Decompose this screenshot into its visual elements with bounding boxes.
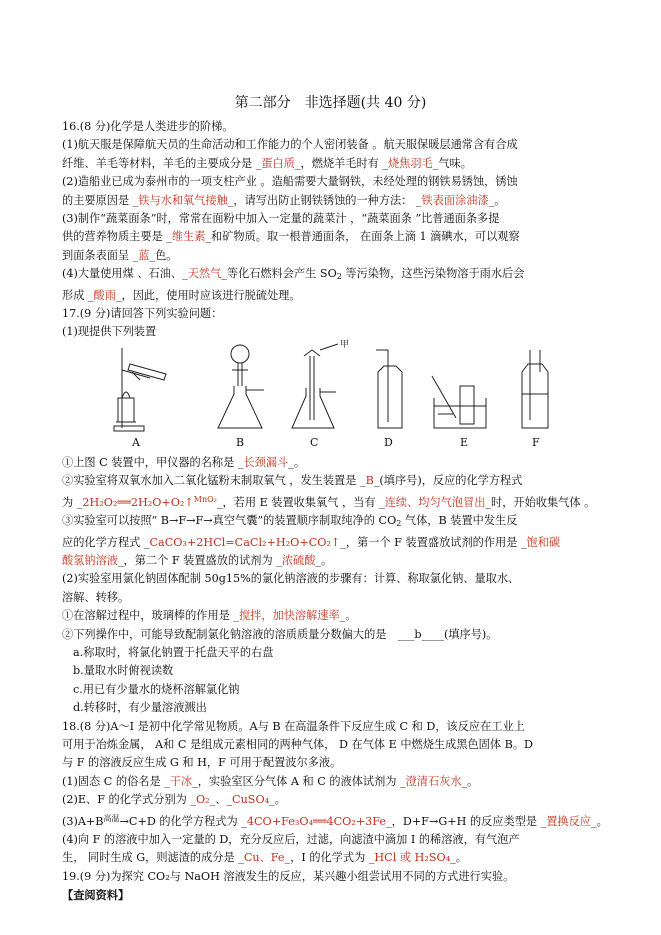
apparatus-f: [514, 342, 554, 434]
label-c: C: [310, 435, 319, 449]
label-f: F: [532, 435, 540, 449]
catalyst-label: MnO₂: [193, 494, 217, 504]
answer: 4CO+Fe₃O₄══4CO₂+3Fe: [246, 814, 387, 828]
answer: 饱和碳: [526, 535, 561, 549]
q17-p2-line1: ②实验室将双氧水加入二氧化锰粉末制取氧气 ，发生装置是 _B_(填序号)，反应的化学方程式: [62, 474, 523, 488]
answer: 长颈漏斗: [243, 455, 289, 469]
answer: 蓝: [138, 248, 150, 262]
answer: B: [365, 474, 374, 488]
q16-p2-line2: 的主要原因是 _铁与水和氧气接触_，请写出防止钢铁锈蚀的一种方法： _铁表面涂油漆_。: [62, 193, 506, 207]
answer: 置换反应: [546, 814, 591, 828]
page-title: 第二部分 非选择题(共 40 分): [234, 95, 427, 111]
label-d: D: [384, 435, 393, 449]
q18-p4-line1: (4)向 F 的溶液中加入一定量的 D，充分反应后，过滤，向滤渣中滴加 I 的稀溶液，有气泡产: [62, 833, 520, 846]
apparatus-e: [430, 342, 490, 434]
answer: 酸雨: [93, 288, 116, 302]
answer: 铁与水和氧气接触: [138, 193, 228, 207]
answer: 连续、均匀气泡冒出: [384, 495, 486, 509]
answer: 酸氢钠溶液: [62, 553, 118, 567]
q18-stem-line1: 18.(8 分)A～I 是初中化学常见物质。A与 B 在高温条件下反应生成 C 和 D，该反应在工业上: [62, 719, 525, 733]
q17-stem: 17.(9 分)请回答下列实验问题：: [62, 307, 223, 321]
q19-section-heading: 【查阅资料】: [62, 888, 130, 903]
apparatus-d-drawing: [368, 342, 408, 434]
option-c: c.用已有少量水的烧杯溶解氯化钠: [73, 682, 240, 696]
answer: 蛋白质: [261, 156, 295, 170]
q16-p1-line2: 纤维、羊毛等材料，羊毛的主要成分是 _蛋白质_，燃烧羊毛时有 _烧焦羽毛_气味。: [62, 156, 472, 170]
answer: 铁表面涂油漆: [421, 193, 489, 207]
option-a: a.称取时，将氯化钠置于托盘天平的右盘: [73, 645, 274, 659]
q18-p2: (2)E、F 的化学式分别为 _O₂_、_CuSO₄_。: [62, 793, 286, 807]
q17-p3-line2: 应的化学方程式 _CaCO₃+2HCl=CaCl₂+H₂O+CO₂↑_，第一个 F 装置盛放试剂的作用是 _饱和碳: [62, 535, 561, 549]
q16-p3-line3: 到面条表面呈 _蓝_色。: [62, 248, 178, 262]
apparatus-a: [110, 342, 170, 434]
label-jia: 甲: [340, 339, 350, 350]
answer: b: [414, 627, 422, 641]
q17-p5: ①在溶解过程中，玻璃棒的作用是 _搅拌，加快溶解速率_。: [62, 609, 357, 623]
apparatus-b: [212, 342, 268, 434]
answer: 维生素: [171, 230, 206, 244]
q16-p1-line1: (1)航天服是保障航天员的生命活动和工作能力的个人密闭装备 。航天服保暖层通常含有合成: [62, 138, 518, 152]
q17-p6: ②下列操作中，可能导致配制氯化钠溶液的溶质质量分数偏大的是 ___b____(填序号)。: [62, 627, 498, 641]
q16-stem: 16.(8 分)化学是人类进步的阶梯。: [62, 120, 234, 133]
apparatus-f-drawing: [514, 342, 554, 434]
q18-p3: $(3)A+B^{高温}\to C+D$ 的化学方程式为 _4CO+Fe₃O₄══4CO₂+3Fe_，D+F→G+H 的反应类型是 _置换反应_。: [62, 813, 608, 828]
q16-p2-line1: (2)造船业已成为泰州市的一项支柱产业 。造船需要大量钢铁，未经处理的钢铁易锈蚀，锈蚀: [62, 175, 518, 189]
answer: 浓硫酸: [281, 553, 316, 567]
q17-p2-line2: 为 _2H₂O₂══2H₂O+O₂↑$^{MnO_2}$_，若用 E 装置收集氧气 ，当有 _连续、均匀气泡冒出_时，开始收集气体 。: [62, 494, 596, 509]
answer: HCl 或 H₂SO₄: [374, 851, 451, 865]
apparatus-d: [368, 342, 408, 434]
q16-p4-line1: (4)大量使用煤 、石油、_天然气_等化石燃料会产生 SO2 等污染物，这些污染物溶于雨水后会: [62, 267, 525, 282]
q17-p4-line2: 溶解、转移。: [62, 590, 130, 604]
answer: CaCO₃+2HCl=CaCl₂+H₂O+CO₂↑: [149, 535, 341, 549]
answer: CuSO₄: [232, 793, 270, 807]
q16-p3-line1: (3)制作“蔬菜面条”时，常常在面粉中加入一定量的蔬菜汁 ，“蔬菜面条 ”比普通面条多提: [62, 212, 500, 226]
label-e: E: [460, 435, 469, 449]
answer: 2H₂O₂══2H₂O+O₂↑: [82, 495, 194, 509]
q18-stem-line3: 与 F 的溶液反应生成 G 和 H，F 可用于配置波尔多液。: [62, 756, 342, 770]
option-b: b.量取水时俯视读数: [73, 664, 174, 678]
apparatus-c-drawing: [288, 342, 358, 434]
answer: 澄清石灰水: [405, 774, 462, 788]
q16-p4-line2: 形成 _酸雨_，因此，使用时应该进行脱硫处理。: [62, 288, 301, 302]
answer: 搅拌，加快溶解速率: [238, 609, 340, 623]
q18-stem-line2: 可用于冶炼金属， A和 C 是组成元素相同的两种气体， D 在气体 E 中燃烧生成黑色固体 B。D: [62, 737, 533, 751]
option-d: d.转移时，有少量溶液溅出: [73, 701, 207, 715]
apparatus-b-drawing: [212, 342, 268, 434]
label-b: B: [236, 435, 245, 449]
condition-label: 高温: [103, 813, 120, 823]
apparatus-a-drawing: [110, 342, 170, 434]
apparatus-figure: [62, 339, 602, 454]
answer: 烧焦羽毛: [387, 156, 433, 170]
apparatus-c: [288, 339, 358, 434]
q17-p3-line3: 酸氢钠溶液_，第二个 F 装置盛放的试剂为 _浓硫酸_。: [62, 553, 333, 567]
q18-p4-line2: 生， 同时生成 G，则滤渣的成分是 _Cu、Fe_，I 的化学式为 _HCl 或 H₂SO₄_。: [62, 851, 467, 865]
answer: 干冰: [169, 774, 193, 788]
answer: 天然气: [187, 267, 222, 281]
answer: O₂: [195, 793, 210, 807]
q17-p3-line1: ③实验室可以按照“ B→F→F→真空气囊”的装置顺序制取纯净的 CO2 气体，B 装置中发生反: [62, 514, 518, 529]
apparatus-e-drawing: [430, 342, 490, 434]
question-content: [62, 118, 608, 905]
q17-p4-line1: (2)实验室用氯化钠固体配制 50g15%的氯化钠溶液的步骤有：计算、称取氯化钠、量取水、: [62, 572, 520, 586]
label-a: A: [132, 435, 140, 449]
q18-p1: (1)固态 C 的俗名是 _干冰_，实验室区分气体 A 和 C 的液体试剂为 _澄清石灰水_。: [62, 774, 479, 788]
q17-p1: ①上图 C 装置中，甲仪器的名称是 _长颈漏斗_。: [62, 455, 306, 469]
q17-sub1: (1)现提供下列装置: [62, 325, 157, 339]
q16-p3-line2: 供的营养物质主要是 _维生素_和矿物质。取一根普通面条， 在面条上滴 1 滴碘水，可以观察: [62, 230, 520, 244]
q19-stem: 19.(9 分)为探究 CO₂与 NaOH 溶液发生的反应，某兴趣小组尝试用不同的方式进行实验。: [62, 869, 515, 883]
answer: Cu、Fe: [243, 851, 285, 865]
